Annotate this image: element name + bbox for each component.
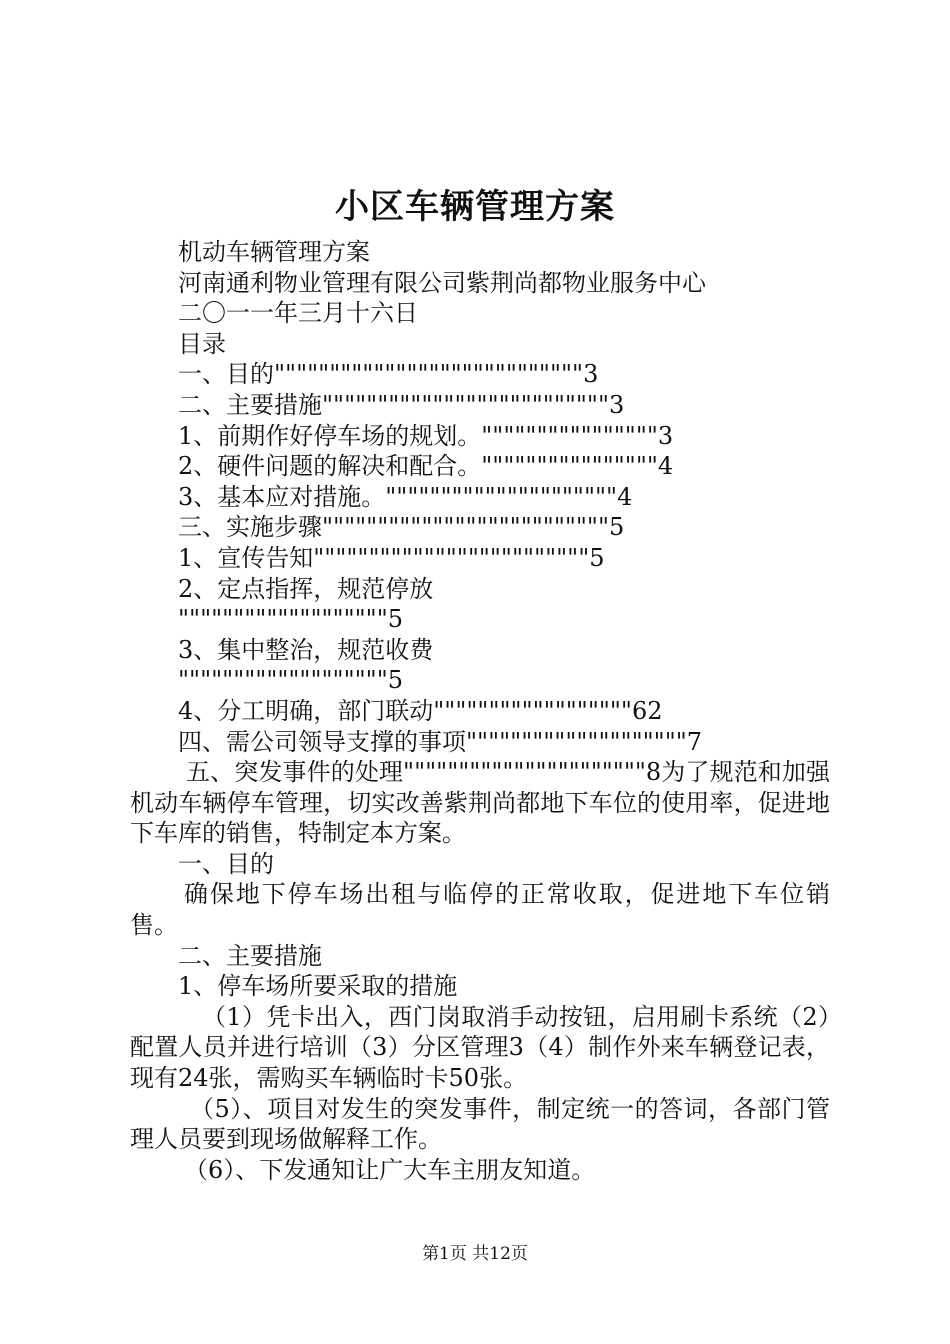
toc-entry: 2、硬件问题的解决和配合。""""""""""""""""4 bbox=[178, 452, 674, 481]
toc-entry-continuation: """""""""""""""""""5 bbox=[178, 666, 404, 695]
toc-entry: 四、需公司领导支撑的事项""""""""""""""""""""7 bbox=[178, 727, 703, 756]
toc-entry: 一、目的""""""""""""""""""""""""""""3 bbox=[178, 360, 599, 389]
toc-entry: 2、定点指挥，规范停放 bbox=[178, 574, 434, 603]
toc-entry: 4、分工明确，部门联动""""""""""""""""""62 bbox=[178, 696, 663, 725]
body-paragraph: （1）凭卡出入，西门岗取消手动按钮，启用刷卡系统（2）配置人员并进行培训（3）分区管理3（4）制作外来车辆登记表，现有24张，需购买车辆临时卡50张。 bbox=[130, 1002, 830, 1093]
body-paragraph: 确保地下停车场出租与临停的正常收取，促进地下车位销售。 bbox=[130, 880, 830, 940]
company-line: 河南通利物业管理有限公司紫荆尚都物业服务中心 bbox=[178, 268, 706, 297]
toc-entry: 3、集中整治，规范收费 bbox=[178, 635, 434, 664]
toc-entry: 3、基本应对措施。"""""""""""""""""""""4 bbox=[178, 482, 633, 511]
subsection-heading: 1、停车场所要采取的措施 bbox=[178, 972, 458, 1001]
body-paragraph: （6）、下发通知让广大车主朋友知道。 bbox=[184, 1155, 596, 1184]
document-body bbox=[130, 237, 830, 1185]
toc-entry: 三、实施步骤""""""""""""""""""""""""""5 bbox=[178, 513, 625, 542]
intro-paragraph: 五、突发事件的处理""""""""""""""""""""""8为了规范和加强机动车辆停车管理，切实改善紫荆尚都地下车位的使用率，促进地下车库的销售，特制定本方案。 bbox=[130, 758, 830, 848]
body-paragraph: （5）、项目对发生的突发事件，制定统一的答词，各部门管理人员要到现场做解释工作。 bbox=[130, 1094, 830, 1154]
section-heading: 二、主要措施 bbox=[178, 941, 322, 970]
toc-entry-continuation: """""""""""""""""""5 bbox=[178, 605, 404, 634]
toc-entry: 1、前期作好停车场的规划。""""""""""""""""3 bbox=[178, 421, 674, 450]
toc-heading: 目录 bbox=[178, 329, 226, 358]
subtitle-line: 机动车辆管理方案 bbox=[178, 238, 370, 266]
page-footer: 第1页 共12页 bbox=[422, 1244, 528, 1264]
toc-entry: 二、主要措施""""""""""""""""""""""""""3 bbox=[178, 390, 625, 419]
date-line: 二〇一一年三月十六日 bbox=[178, 299, 418, 328]
section-heading: 一、目的 bbox=[178, 849, 274, 878]
toc-entry: 1、宣传告知"""""""""""""""""""""""""5 bbox=[178, 543, 605, 572]
document-title: 小区车辆管理方案 bbox=[335, 187, 615, 227]
